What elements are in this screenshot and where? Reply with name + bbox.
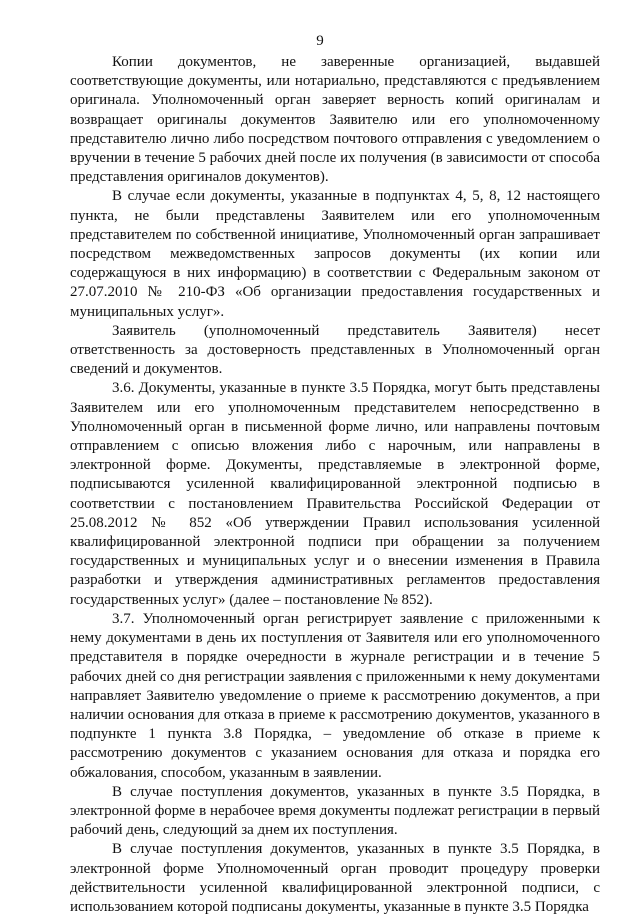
- paragraph-3-7-registration: 3.7. Уполномоченный орган регистрирует заявление с приложенными к нему документами в день их поступления от Заявителя или его уполномоченного представителя в порядке очередности в журнале регистрации и в течение 5 рабочих дней со дня регистрации заявления с приложенными к нему документами направляет Заявителю уведомление о приеме к рассмотрению документов, а при наличии основания для отказа в приеме к рассмотрению документов, указанного в подпункте 1 пункта 3.8 Порядка, – уведомление об отказе в приеме к рассмотрению документов с указанием основания для отказа и порядка его обжалования, способом, указанным в заявлении.: [70, 610, 600, 781]
- paragraph-signature-verification: В случае поступления документов, указанных в пункте 3.5 Порядка, в электронной форме Уполномоченный орган проводит процедуру проверки действительности усиленной квалифицированной электронной подписи, с использованием которой подписаны документы, указанные в пункте 3.5 Порядка: [70, 841, 600, 915]
- paragraph-3-6-submission: 3.6. Документы, указанные в пункте 3.5 Порядка, могут быть представлены Заявителем или его уполномоченным представителем непосредственно в Уполномоченный орган в письменной форме лично, или направлены почтовым отправлением с описью вложения либо с нарочным, или направлены в электронной форме. Документы, представляемые в электронной форме, подписываются усиленной квалифицированной электронной подписью в соответствии с постановлением Правительства Российской Федерации от 25.08.2012 № 852 «Об утверждении Правил использования усиленной квалифицированной электронной подписи при обращении за получением государственных и муниципальных услуг и о внесении изменения в Правила разработки и утверждения административных регламентов предоставления государственных услуг» (далее – постановление № 852).: [70, 380, 600, 608]
- paragraph-nonworking-time: В случае поступления документов, указанных в пункте 3.5 Порядка, в электронной форме в нерабочее время документы подлежат регистрации в первый рабочий день, следующий за днем их поступления.: [70, 783, 600, 839]
- page-number: 9: [316, 33, 324, 49]
- paragraph-applicant-responsibility: Заявитель (уполномоченный представитель Заявителя) несет ответственность за достоверность представленных в Уполномоченный орган сведений и документов.: [70, 322, 600, 378]
- paragraph-interagency-requests: В случае если документы, указанные в подпунктах 4, 5, 8, 12 настоящего пункта, не были представлены Заявителем или его уполномоченным представителем по собственной инициативе, Уполномоченный орган запрашивает посредством межведомственных запросов документы (их копии или содержащуюся в них информацию) в соответствии с Федеральным законом от 27.07.2010 № 210-ФЗ «Об организации предоставления государственных и муниципальных услуг».: [70, 188, 600, 320]
- document-body: [70, 53, 600, 917]
- paragraph-copies-certification: Копии документов, не заверенные организацией, выдавшей соответствующие документы, или нотариально, представляются с предъявлением оригинала. Уполномоченный орган заверяет верность копий оригиналам и возвращает оригиналы документов Заявителю или его уполномоченному представителю лично либо посредством почтового отправления с уведомлением о вручении в течение 5 рабочих дней после их получения (в зависимости от способа представления оригиналов документов).: [70, 54, 600, 186]
